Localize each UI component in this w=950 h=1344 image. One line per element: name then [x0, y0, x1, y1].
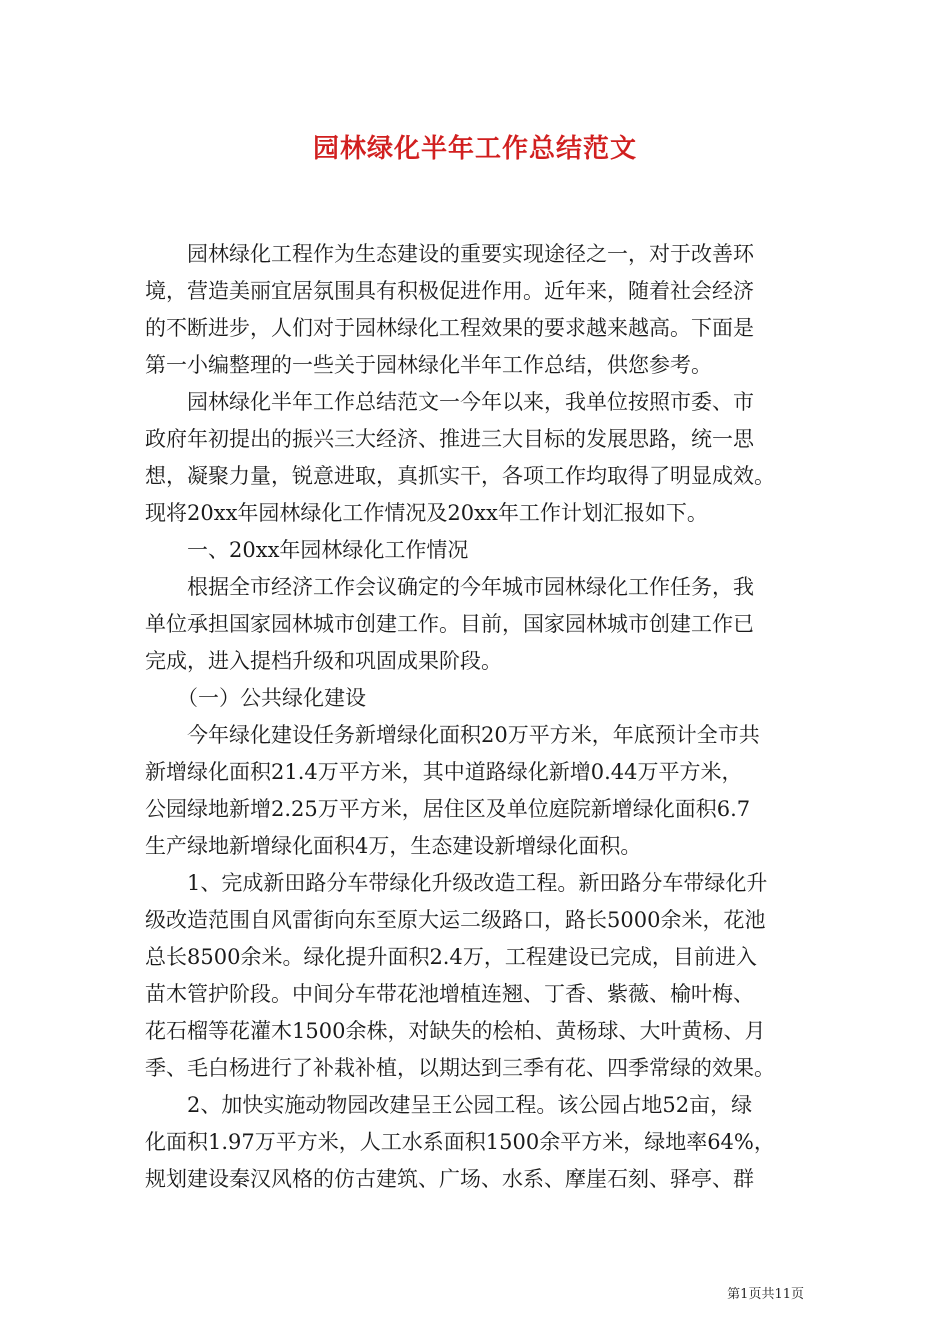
paragraph-line: 公园绿地新增2.25万平方米，居住区及单位庭院新增绿化面积6.7 [145, 797, 751, 821]
paragraph-line: 园林绿化半年工作总结范文一今年以来，我单位按照市委、市 [187, 390, 754, 414]
paragraph-line: 境，营造美丽宜居氛围具有积极促进作用。近年来，随着社会经济 [145, 279, 754, 303]
paragraph-line: 想，凝聚力量，锐意进取，真抓实干，各项工作均取得了明显成效。 [145, 464, 775, 488]
paragraph-line: 2、加快实施动物园改建呈王公园工程。该公园占地52亩，绿 [187, 1093, 753, 1117]
section-heading: 一、20xx年园林绿化工作情况 [187, 538, 469, 562]
paragraph-line: 园林绿化工程作为生态建设的重要实现途径之一，对于改善环 [187, 242, 754, 266]
paragraph-line: 的不断进步，人们对于园林绿化工程效果的要求越来越高。下面是 [145, 316, 754, 340]
paragraph-line: 今年绿化建设任务新增绿化面积20万平方米，年底预计全市共 [187, 723, 760, 747]
paragraph-line: 季、毛白杨进行了补栽补植，以期达到三季有花、四季常绿的效果。 [145, 1056, 775, 1080]
paragraph-line: 根据全市经济工作会议确定的今年城市园林绿化工作任务，我 [187, 575, 754, 599]
paragraph-line: 新增绿化面积21.4万平方米，其中道路绿化新增0.44万平方米， [145, 760, 743, 784]
paragraph-line: 1、完成新田路分车带绿化升级改造工程。新田路分车带绿化升 [187, 871, 768, 895]
document-title: 园林绿化半年工作总结范文 [312, 134, 637, 164]
paragraph-line: 化面积1.97万平方米，人工水系面积1500余平方米，绿地率64%， [145, 1130, 775, 1154]
paragraph-line: 生产绿地新增绿化面积4万，生态建设新增绿化面积。 [145, 834, 642, 858]
subsection-heading: （一）公共绿化建设 [177, 686, 366, 710]
page-number-footer: 第1页共11页 [727, 1287, 804, 1302]
paragraph-line: 级改造范围自风雷街向东至原大运二级路口，路长5000余米，花池 [145, 908, 766, 932]
paragraph-line: 第一小编整理的一些关于园林绿化半年工作总结，供您参考。 [145, 353, 712, 377]
paragraph-line: 花石榴等花灌木1500余株，对缺失的桧柏、黄杨球、大叶黄杨、月 [145, 1019, 766, 1043]
paragraph-line: 现将20xx年园林绿化工作情况及20xx年工作计划汇报如下。 [145, 501, 708, 525]
paragraph-line: 完成，进入提档升级和巩固成果阶段。 [145, 649, 502, 673]
paragraph-line: 政府年初提出的振兴三大经济、推进三大目标的发展思路，统一思 [145, 427, 754, 451]
document-body [145, 236, 811, 1198]
paragraph-line: 总长8500余米。绿化提升面积2.4万，工程建设已完成，目前进入 [145, 945, 757, 969]
paragraph-line: 规划建设秦汉风格的仿古建筑、广场、水系、摩崖石刻、驿亭、群 [145, 1167, 754, 1191]
paragraph-line: 单位承担国家园林城市创建工作。目前，国家园林城市创建工作已 [145, 612, 754, 636]
paragraph-line: 苗木管护阶段。中间分车带花池增植连翘、丁香、紫薇、榆叶梅、 [145, 982, 754, 1006]
